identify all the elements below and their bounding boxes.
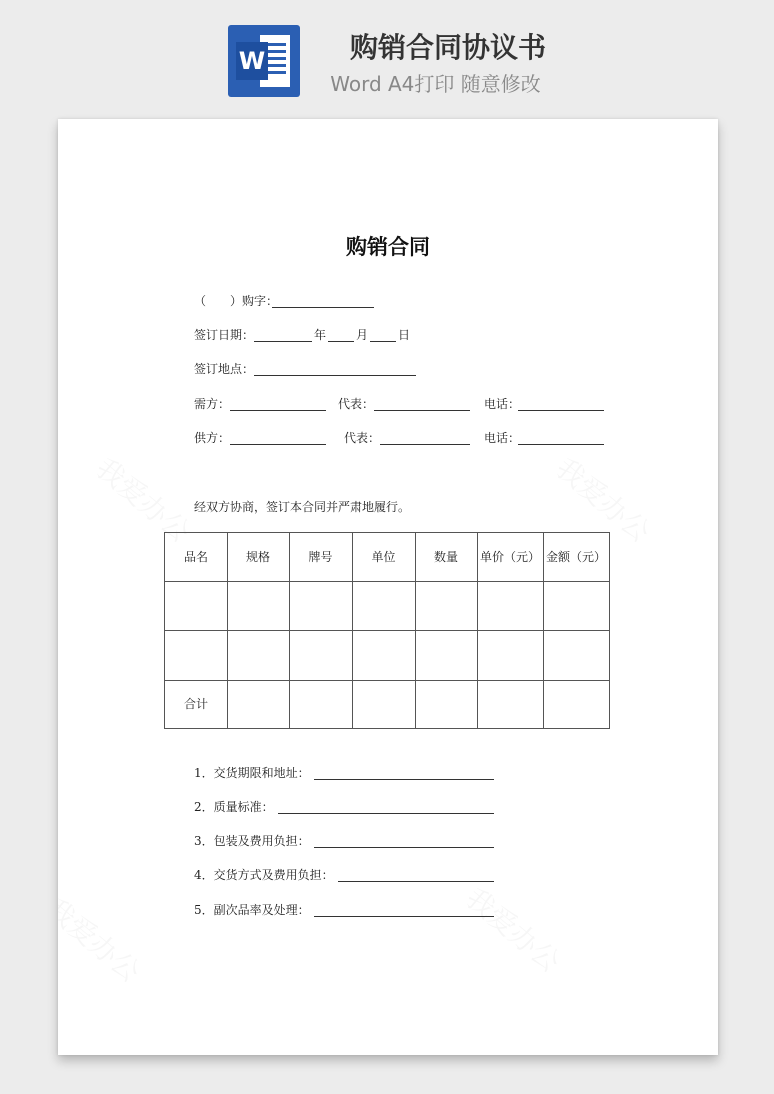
term-item: 5．副次品率及处理：	[194, 903, 310, 917]
seller-phone-blank[interactable]	[518, 444, 604, 445]
month-blank[interactable]	[328, 341, 354, 342]
day-label: 日	[398, 328, 411, 342]
page-header	[0, 0, 774, 110]
term-blank[interactable]	[314, 779, 494, 780]
header-subtitle: Word A4打印 随意修改	[330, 72, 541, 96]
term-item: 2．质量标准：	[194, 800, 274, 814]
year-label: 年	[314, 328, 327, 342]
seller-blank[interactable]	[230, 444, 326, 445]
table-header-unit-price: 单价（元）	[479, 550, 540, 564]
buyer-blank[interactable]	[230, 410, 326, 411]
goods-table	[164, 532, 610, 729]
year-blank[interactable]	[254, 341, 312, 342]
table-header-spec: 规格	[245, 550, 270, 564]
header-title: 购销合同协议书	[349, 31, 546, 64]
watermark	[458, 878, 570, 981]
sign-date-label: 签订日期：	[194, 328, 255, 342]
intro-text: 经双方协商，签订本合同并严肃地履行。	[194, 500, 411, 514]
buyer-label: 需方：	[194, 397, 231, 411]
buyer-rep-blank[interactable]	[374, 410, 470, 411]
day-blank[interactable]	[370, 341, 396, 342]
buyer-rep-label: 代表：	[338, 397, 375, 411]
term-item: 4．交货方式及费用负担：	[194, 868, 334, 882]
buyer-phone-blank[interactable]	[518, 410, 604, 411]
purchase-no-blank[interactable]	[272, 307, 374, 308]
document-page	[58, 119, 718, 1055]
table-header-quantity: 数量	[433, 550, 458, 564]
term-blank[interactable]	[338, 881, 494, 882]
seller-phone-label: 电话：	[484, 431, 521, 445]
table-header-unit: 单位	[371, 550, 396, 564]
term-blank[interactable]	[314, 847, 494, 848]
watermark	[58, 888, 150, 991]
table-header-amount: 金额（元）	[545, 550, 606, 564]
seller-rep-blank[interactable]	[380, 444, 470, 445]
seller-label: 供方：	[194, 431, 231, 445]
term-item: 1．交货期限和地址：	[194, 766, 310, 780]
sign-place-label: 签订地点：	[194, 362, 255, 376]
purchase-no-label: （ ）购字：	[194, 294, 279, 308]
table-header-product-name: 品名	[183, 550, 208, 564]
document-title: 购销合同	[346, 235, 430, 259]
word-document-icon	[228, 25, 300, 97]
month-label: 月	[356, 328, 369, 342]
term-item: 3．包装及费用负担：	[194, 834, 310, 848]
term-blank[interactable]	[278, 813, 494, 814]
term-blank[interactable]	[314, 916, 494, 917]
sign-place-blank[interactable]	[254, 375, 416, 376]
table-total-label: 合计	[183, 697, 208, 711]
buyer-phone-label: 电话：	[484, 397, 521, 411]
word-letter: W	[236, 42, 268, 80]
seller-rep-label: 代表：	[344, 431, 381, 445]
table-header-brand: 牌号	[308, 550, 333, 564]
